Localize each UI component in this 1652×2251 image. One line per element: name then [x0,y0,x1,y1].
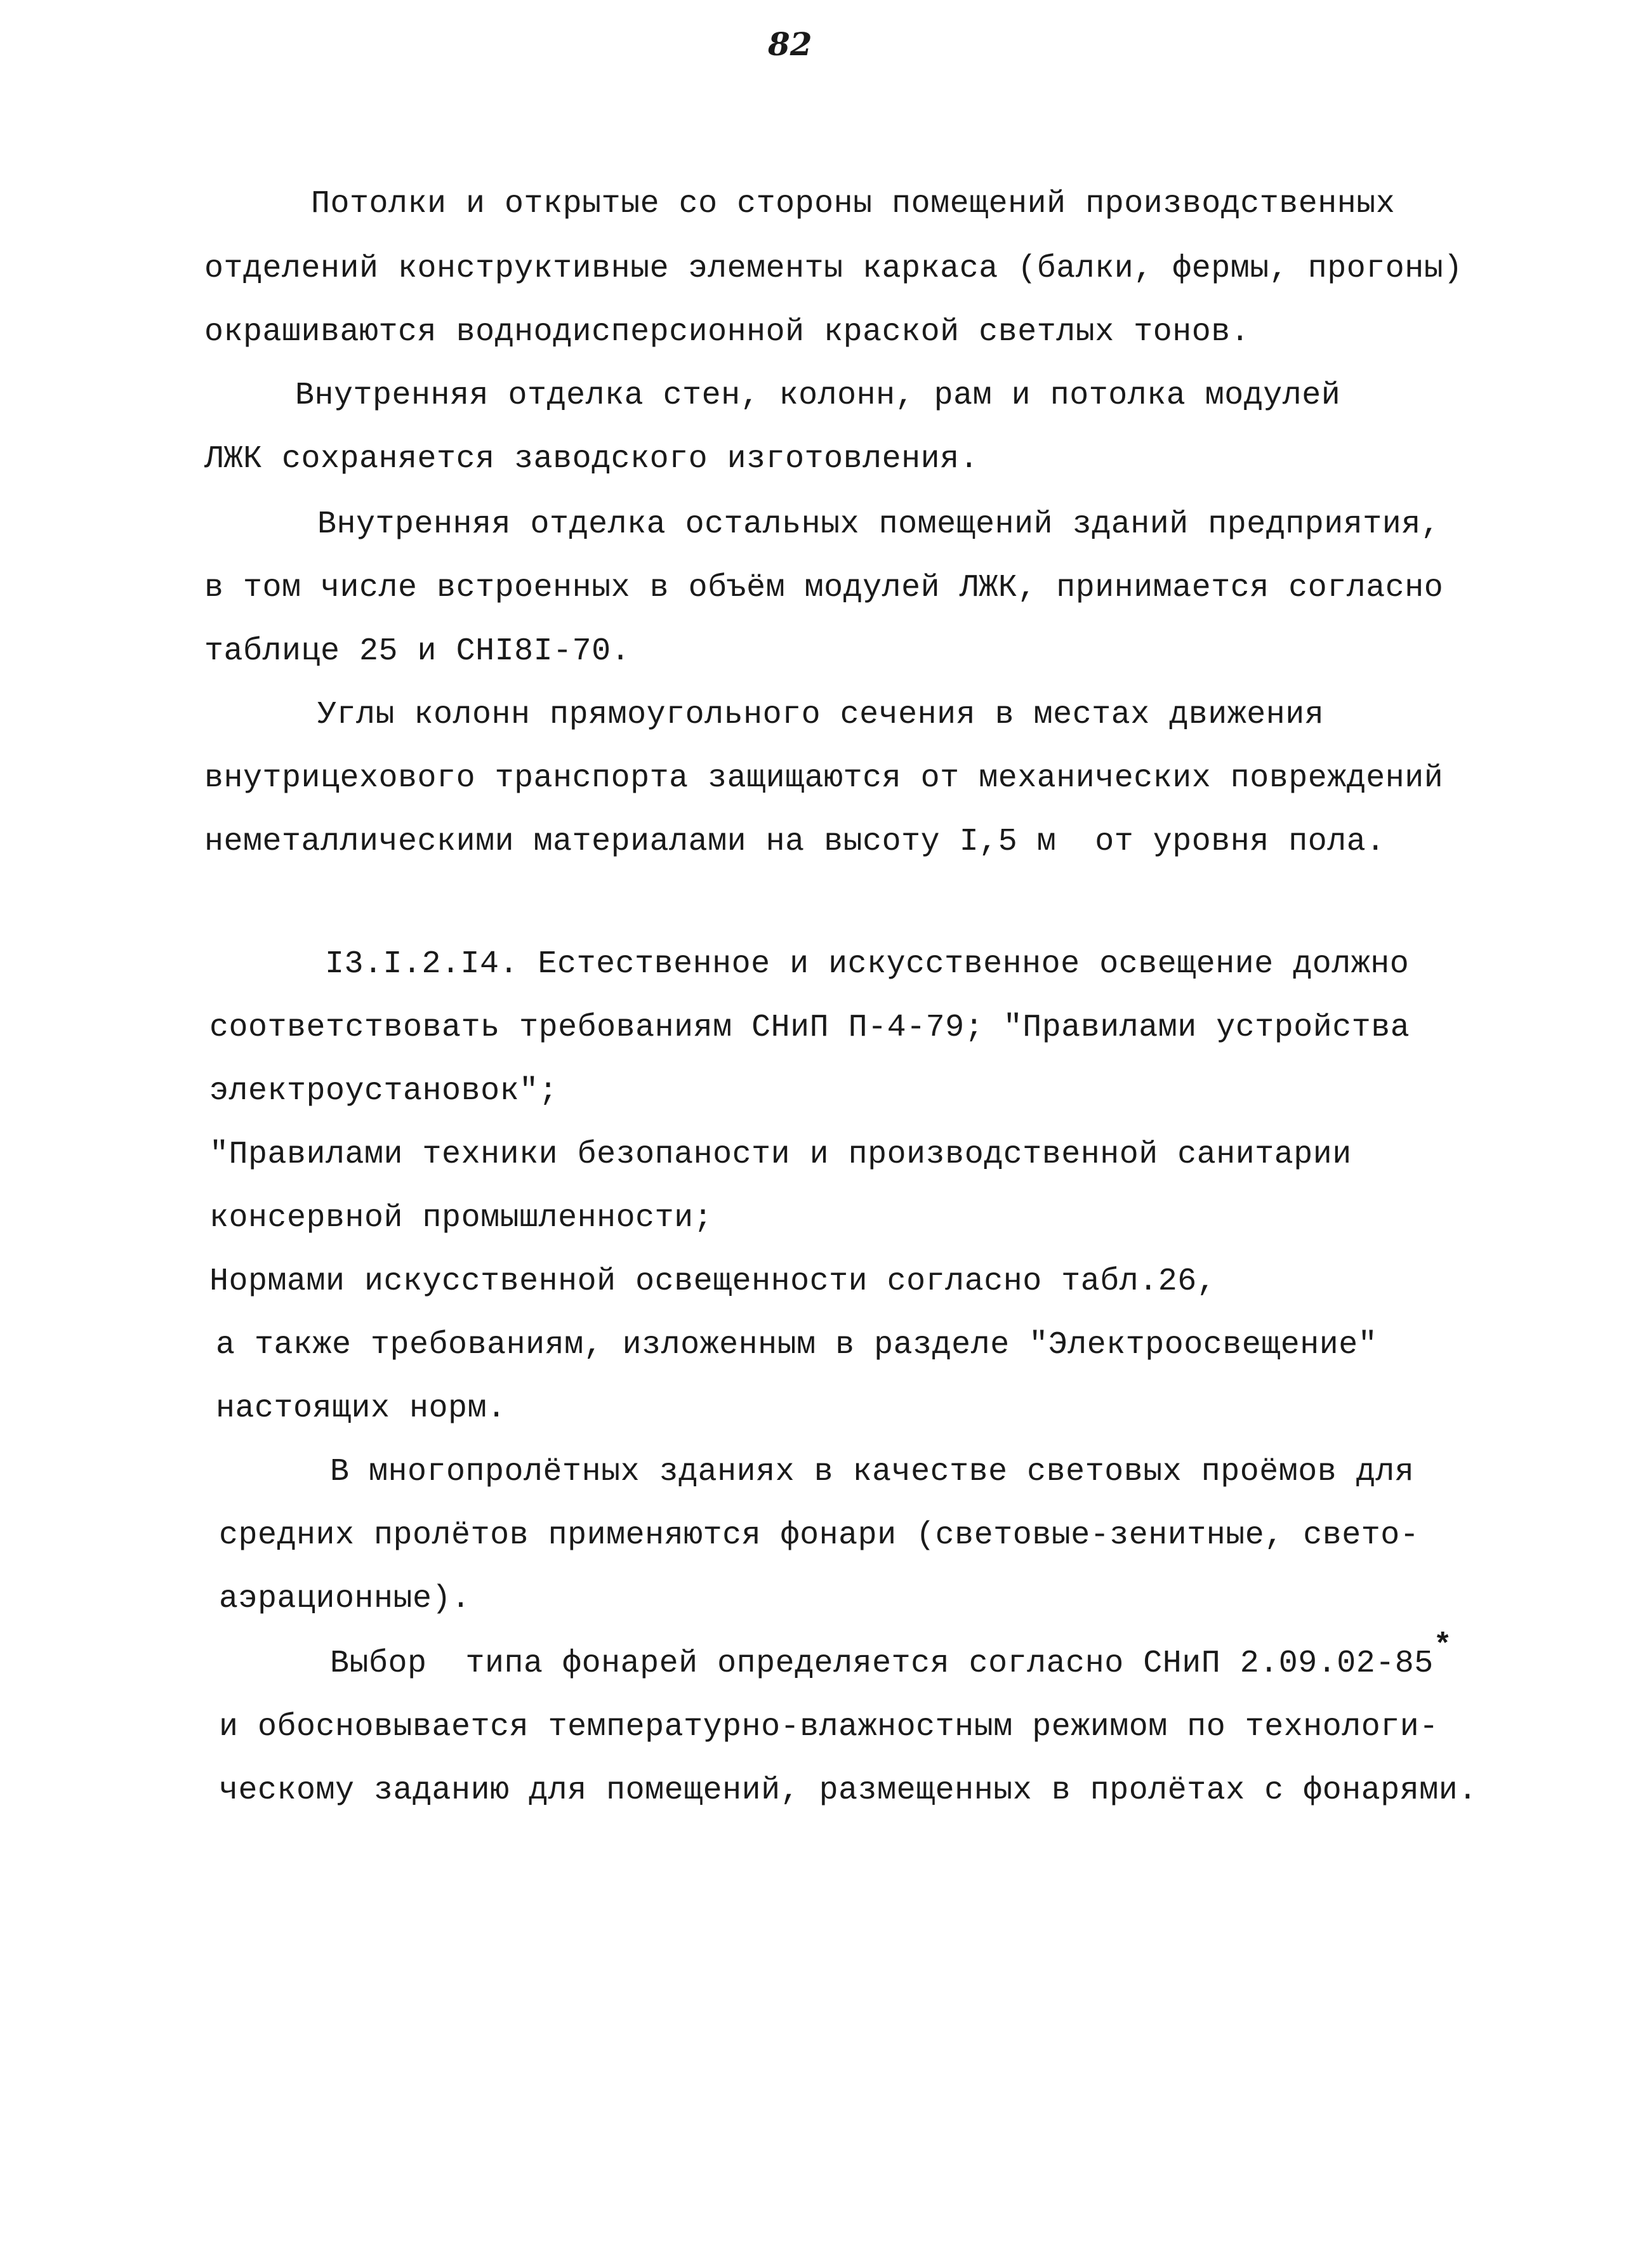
text-line: внутрицехового транспорта защищаются от механических повреждений [204,760,1444,796]
text-line: Углы колонн прямоугольного сечения в местах движения [317,697,1325,733]
text-line: "Правилами техники безопаности и производственной санитарии [209,1137,1352,1173]
text-line: Потолки и открытые со стороны помещений производственных [311,186,1396,222]
text-line: соответствовать требованиям СНиП П-4-79; "Правилами устройства [209,1010,1410,1046]
text-line: окрашиваются воднодисперсионной краской светлых тонов. [204,314,1250,350]
text-line: отделений конструктивные элементы каркаса (балки, фермы, прогоны) [204,251,1463,287]
text-line: ЛЖК сохраняется заводского изготовления. [204,441,979,477]
text-line: Внутренняя отделка остальных помещений зданий предприятия, [317,506,1441,543]
text-line-with-footnote [330,1629,1453,1683]
text-line: Нормами искусственной освещенности согласно табл.26, [209,1264,1217,1300]
text-line: и обосновывается температурно-влажностным режимом по технологи- [219,1709,1439,1745]
text-line: а также требованиям, изложенным в разделе "Электроосвещение" [216,1327,1378,1363]
text-line: аэрационные). [219,1581,471,1617]
text-line: в том числе встроенных в объём модулей ЛЖК, принимается согласно [204,570,1444,606]
text-line: неметаллическими материалами на высоту I,5 м от уровня пола. [204,824,1385,860]
text-line: ческому заданию для помещений, размещенных в пролётах с фонарями. [219,1772,1477,1809]
text-line: консервной промышленности; [209,1200,713,1236]
footnote-mark: * [1433,1629,1453,1663]
text-line: таблице 25 и СНI8I-70. [204,633,631,670]
text-line: электроустановок"; [209,1073,558,1109]
text-line: настоящих норм. [216,1390,506,1427]
page-number: 82 [768,25,812,63]
text-line-content: Выбор типа фонарей определяется согласно СНиП 2.09.02-85 [330,1646,1434,1682]
text-line: средних пролётов применяются фонари (световые-зенитные, свето- [219,1517,1420,1554]
text-line: Внутренняя отделка стен, колонн, рам и потолка модулей [295,378,1341,414]
section-heading-line: I3.I.2.I4. Естественное и искусственное освещение должно [325,946,1410,982]
text-line: В многопролётных зданиях в качестве световых проёмов для [330,1454,1415,1490]
